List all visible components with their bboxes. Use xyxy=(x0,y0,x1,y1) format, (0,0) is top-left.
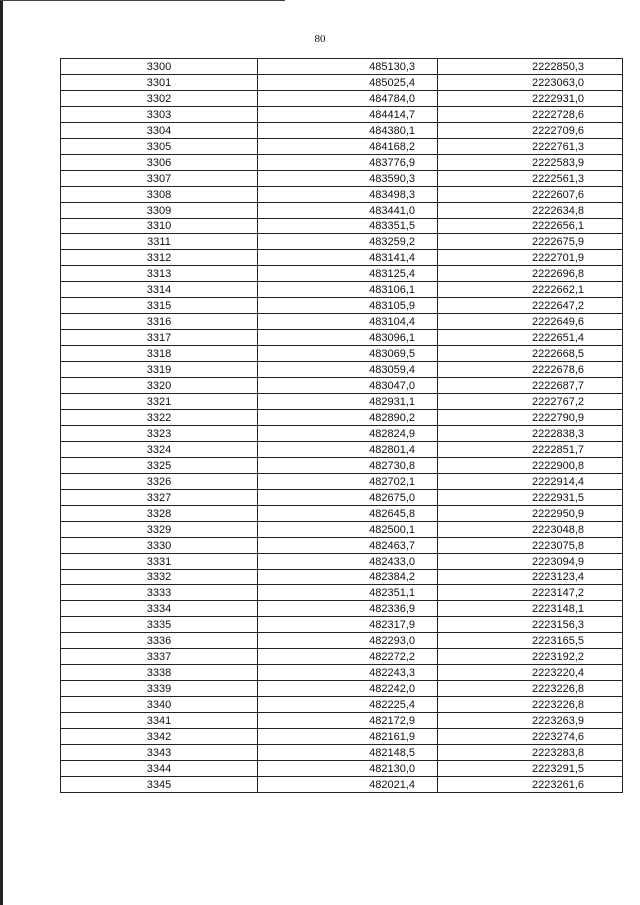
table-row xyxy=(61,505,623,521)
x-coordinate-cell: 482225,4 xyxy=(258,697,438,713)
x-coordinate-cell: 485025,4 xyxy=(258,74,438,90)
table-row xyxy=(61,154,623,170)
point-number-cell: 3327 xyxy=(61,489,258,505)
table-row xyxy=(61,729,623,745)
y-coordinate-cell: 2223291,5 xyxy=(438,760,623,776)
x-coordinate-cell: 483141,4 xyxy=(258,250,438,266)
x-coordinate-cell: 482824,9 xyxy=(258,425,438,441)
x-coordinate-cell: 483259,2 xyxy=(258,234,438,250)
y-coordinate-cell: 2222838,3 xyxy=(438,425,623,441)
point-number-cell: 3342 xyxy=(61,729,258,745)
table-row xyxy=(61,425,623,441)
table-row xyxy=(61,633,623,649)
point-number-cell: 3344 xyxy=(61,760,258,776)
y-coordinate-cell: 2222728,6 xyxy=(438,106,623,122)
y-coordinate-cell: 2223263,9 xyxy=(438,713,623,729)
y-coordinate-cell: 2222561,3 xyxy=(438,170,623,186)
y-coordinate-cell: 2222701,9 xyxy=(438,250,623,266)
y-coordinate-cell: 2223075,8 xyxy=(438,537,623,553)
point-number-cell: 3307 xyxy=(61,170,258,186)
y-coordinate-cell: 2222950,9 xyxy=(438,505,623,521)
point-number-cell: 3317 xyxy=(61,330,258,346)
x-coordinate-cell: 483351,5 xyxy=(258,218,438,234)
x-coordinate-cell: 484168,2 xyxy=(258,138,438,154)
y-coordinate-cell: 2223165,5 xyxy=(438,633,623,649)
point-number-cell: 3302 xyxy=(61,90,258,106)
table-row xyxy=(61,170,623,186)
point-number-cell: 3332 xyxy=(61,569,258,585)
x-coordinate-cell: 482148,5 xyxy=(258,744,438,760)
table-row xyxy=(61,266,623,282)
table-row xyxy=(61,138,623,154)
table-row xyxy=(61,106,623,122)
table-row xyxy=(61,473,623,489)
x-coordinate-cell: 482336,9 xyxy=(258,601,438,617)
point-number-cell: 3301 xyxy=(61,74,258,90)
point-number-cell: 3328 xyxy=(61,505,258,521)
y-coordinate-cell: 2223220,4 xyxy=(438,665,623,681)
point-number-cell: 3325 xyxy=(61,457,258,473)
y-coordinate-cell: 2223063,0 xyxy=(438,74,623,90)
point-number-cell: 3334 xyxy=(61,601,258,617)
point-number-cell: 3312 xyxy=(61,250,258,266)
table-row xyxy=(61,457,623,473)
coordinates-table xyxy=(60,58,623,793)
point-number-cell: 3303 xyxy=(61,106,258,122)
y-coordinate-cell: 2222649,6 xyxy=(438,314,623,330)
y-coordinate-cell: 2222761,3 xyxy=(438,138,623,154)
point-number-cell: 3319 xyxy=(61,362,258,378)
y-coordinate-cell: 2222790,9 xyxy=(438,409,623,425)
point-number-cell: 3330 xyxy=(61,537,258,553)
y-coordinate-cell: 2222900,8 xyxy=(438,457,623,473)
table-row xyxy=(61,234,623,250)
table-row xyxy=(61,282,623,298)
x-coordinate-cell: 482645,8 xyxy=(258,505,438,521)
point-number-cell: 3331 xyxy=(61,553,258,569)
point-number-cell: 3310 xyxy=(61,218,258,234)
y-coordinate-cell: 2223123,4 xyxy=(438,569,623,585)
table-row xyxy=(61,649,623,665)
table-row xyxy=(61,409,623,425)
table-row xyxy=(61,202,623,218)
y-coordinate-cell: 2222656,1 xyxy=(438,218,623,234)
x-coordinate-cell: 482272,2 xyxy=(258,649,438,665)
table-row xyxy=(61,585,623,601)
point-number-cell: 3336 xyxy=(61,633,258,649)
table-row xyxy=(61,665,623,681)
x-coordinate-cell: 483441,0 xyxy=(258,202,438,218)
point-number-cell: 3318 xyxy=(61,346,258,362)
x-coordinate-cell: 483104,4 xyxy=(258,314,438,330)
table-row xyxy=(61,713,623,729)
table-row xyxy=(61,760,623,776)
y-coordinate-cell: 2222647,2 xyxy=(438,298,623,314)
x-coordinate-cell: 483498,3 xyxy=(258,186,438,202)
y-coordinate-cell: 2222931,0 xyxy=(438,90,623,106)
table-row xyxy=(61,617,623,633)
point-number-cell: 3329 xyxy=(61,521,258,537)
x-coordinate-cell: 482293,0 xyxy=(258,633,438,649)
x-coordinate-cell: 483059,4 xyxy=(258,362,438,378)
point-number-cell: 3321 xyxy=(61,394,258,410)
point-number-cell: 3340 xyxy=(61,697,258,713)
scan-edge-top xyxy=(0,0,285,1)
table-row xyxy=(61,378,623,394)
x-coordinate-cell: 482931,1 xyxy=(258,394,438,410)
y-coordinate-cell: 2222634,8 xyxy=(438,202,623,218)
x-coordinate-cell: 483069,5 xyxy=(258,346,438,362)
table-row xyxy=(61,59,623,75)
x-coordinate-cell: 483096,1 xyxy=(258,330,438,346)
x-coordinate-cell: 482500,1 xyxy=(258,521,438,537)
x-coordinate-cell: 482351,1 xyxy=(258,585,438,601)
point-number-cell: 3314 xyxy=(61,282,258,298)
scan-edge-left xyxy=(0,0,3,905)
y-coordinate-cell: 2223156,3 xyxy=(438,617,623,633)
y-coordinate-cell: 2222696,8 xyxy=(438,266,623,282)
x-coordinate-cell: 482463,7 xyxy=(258,537,438,553)
table-row xyxy=(61,601,623,617)
table-row xyxy=(61,744,623,760)
point-number-cell: 3345 xyxy=(61,776,258,792)
table-row xyxy=(61,569,623,585)
table-row xyxy=(61,346,623,362)
y-coordinate-cell: 2223192,2 xyxy=(438,649,623,665)
y-coordinate-cell: 2222931,5 xyxy=(438,489,623,505)
y-coordinate-cell: 2222662,1 xyxy=(438,282,623,298)
y-coordinate-cell: 2223283,8 xyxy=(438,744,623,760)
y-coordinate-cell: 2222709,6 xyxy=(438,122,623,138)
x-coordinate-cell: 482730,8 xyxy=(258,457,438,473)
x-coordinate-cell: 484380,1 xyxy=(258,122,438,138)
x-coordinate-cell: 484784,0 xyxy=(258,90,438,106)
y-coordinate-cell: 2222583,9 xyxy=(438,154,623,170)
x-coordinate-cell: 482801,4 xyxy=(258,441,438,457)
table-row xyxy=(61,330,623,346)
point-number-cell: 3322 xyxy=(61,409,258,425)
x-coordinate-cell: 482675,0 xyxy=(258,489,438,505)
table-row xyxy=(61,186,623,202)
point-number-cell: 3315 xyxy=(61,298,258,314)
point-number-cell: 3316 xyxy=(61,314,258,330)
y-coordinate-cell: 2223261,6 xyxy=(438,776,623,792)
point-number-cell: 3305 xyxy=(61,138,258,154)
point-number-cell: 3338 xyxy=(61,665,258,681)
x-coordinate-cell: 485130,3 xyxy=(258,59,438,75)
page-number: 80 xyxy=(314,33,326,45)
table-row xyxy=(61,122,623,138)
y-coordinate-cell: 2222767,2 xyxy=(438,394,623,410)
point-number-cell: 3304 xyxy=(61,122,258,138)
table-row xyxy=(61,537,623,553)
point-number-cell: 3308 xyxy=(61,186,258,202)
y-coordinate-cell: 2223274,6 xyxy=(438,729,623,745)
table-row xyxy=(61,681,623,697)
x-coordinate-cell: 483125,4 xyxy=(258,266,438,282)
table-row xyxy=(61,553,623,569)
point-number-cell: 3309 xyxy=(61,202,258,218)
table-row xyxy=(61,394,623,410)
y-coordinate-cell: 2223147,2 xyxy=(438,585,623,601)
table-row xyxy=(61,521,623,537)
table-row xyxy=(61,697,623,713)
point-number-cell: 3343 xyxy=(61,744,258,760)
y-coordinate-cell: 2222607,6 xyxy=(438,186,623,202)
y-coordinate-cell: 2223226,8 xyxy=(438,681,623,697)
y-coordinate-cell: 2222678,6 xyxy=(438,362,623,378)
x-coordinate-cell: 482021,4 xyxy=(258,776,438,792)
point-number-cell: 3337 xyxy=(61,649,258,665)
table-row xyxy=(61,314,623,330)
table-row xyxy=(61,362,623,378)
y-coordinate-cell: 2223148,1 xyxy=(438,601,623,617)
y-coordinate-cell: 2222850,3 xyxy=(438,59,623,75)
y-coordinate-cell: 2222675,9 xyxy=(438,234,623,250)
point-number-cell: 3333 xyxy=(61,585,258,601)
x-coordinate-cell: 483590,3 xyxy=(258,170,438,186)
x-coordinate-cell: 482384,2 xyxy=(258,569,438,585)
y-coordinate-cell: 2223094,9 xyxy=(438,553,623,569)
point-number-cell: 3335 xyxy=(61,617,258,633)
x-coordinate-cell: 482890,2 xyxy=(258,409,438,425)
point-number-cell: 3326 xyxy=(61,473,258,489)
table-row xyxy=(61,90,623,106)
x-coordinate-cell: 483105,9 xyxy=(258,298,438,314)
point-number-cell: 3320 xyxy=(61,378,258,394)
x-coordinate-cell: 482242,0 xyxy=(258,681,438,697)
table-row xyxy=(61,298,623,314)
point-number-cell: 3324 xyxy=(61,441,258,457)
point-number-cell: 3300 xyxy=(61,59,258,75)
y-coordinate-cell: 2223226,8 xyxy=(438,697,623,713)
coordinates-table-body xyxy=(61,59,623,793)
x-coordinate-cell: 482172,9 xyxy=(258,713,438,729)
table-row xyxy=(61,776,623,792)
y-coordinate-cell: 2222651,4 xyxy=(438,330,623,346)
x-coordinate-cell: 483047,0 xyxy=(258,378,438,394)
y-coordinate-cell: 2222914,4 xyxy=(438,473,623,489)
point-number-cell: 3311 xyxy=(61,234,258,250)
table-row xyxy=(61,489,623,505)
x-coordinate-cell: 483776,9 xyxy=(258,154,438,170)
x-coordinate-cell: 482161,9 xyxy=(258,729,438,745)
point-number-cell: 3323 xyxy=(61,425,258,441)
x-coordinate-cell: 484414,7 xyxy=(258,106,438,122)
table-row xyxy=(61,250,623,266)
x-coordinate-cell: 482130,0 xyxy=(258,760,438,776)
x-coordinate-cell: 483106,1 xyxy=(258,282,438,298)
point-number-cell: 3313 xyxy=(61,266,258,282)
y-coordinate-cell: 2222687,7 xyxy=(438,378,623,394)
table-row xyxy=(61,74,623,90)
point-number-cell: 3339 xyxy=(61,681,258,697)
point-number-cell: 3306 xyxy=(61,154,258,170)
x-coordinate-cell: 482317,9 xyxy=(258,617,438,633)
x-coordinate-cell: 482702,1 xyxy=(258,473,438,489)
y-coordinate-cell: 2222668,5 xyxy=(438,346,623,362)
point-number-cell: 3341 xyxy=(61,713,258,729)
table-row xyxy=(61,218,623,234)
x-coordinate-cell: 482243,3 xyxy=(258,665,438,681)
table-row xyxy=(61,441,623,457)
x-coordinate-cell: 482433,0 xyxy=(258,553,438,569)
y-coordinate-cell: 2222851,7 xyxy=(438,441,623,457)
y-coordinate-cell: 2223048,8 xyxy=(438,521,623,537)
